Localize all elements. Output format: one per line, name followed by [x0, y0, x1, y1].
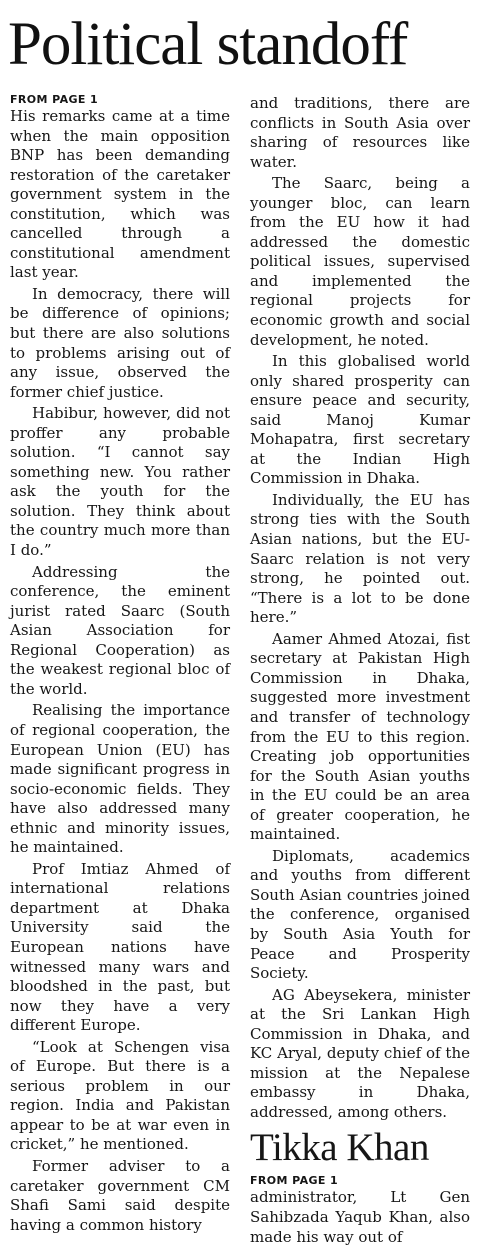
- paragraph: Prof Imtiaz Ahmed of international relations department at Dhaka University said the European nations have witnessed many wars and bloodshed in the past, but now they have a very different Europe.: [10, 859, 230, 1035]
- paragraph: The Saarc, being a younger bloc, can learn from the EU how it had addressed the domestic political issues, supervised and implemented the regional projects for economic growth and social development, he noted.: [250, 174, 470, 349]
- paragraph: Realising the importance of regional cooperation, the European Union (EU) has made significant progress in socio-economic fields. They have also addressed many ethnic and minority issues, he maintained.: [10, 701, 230, 857]
- paragraph: In democracy, there will be difference of opinions; but there are also solutions to problems arising out of any issue, observed the former chief justice.: [10, 284, 230, 401]
- paragraph: Habibur, however, did not proffer any probable solution. “I cannot say something new. You rather ask the youth for the solution. They think about the country much more than I do.”: [10, 404, 230, 560]
- paragraph: AG Abeysekera, minister at the Sri Lankan High Commission in Dhaka, and KC Aryal, deputy chief of the mission at the Nepalese embassy in Dhaka, addressed, among others.: [250, 985, 470, 1121]
- paragraph: Diplomats, academics and youths from different South Asian countries joined the conference, organised by South Asia Youth for Peace and Prosperity Society.: [250, 846, 470, 983]
- paragraph: “Look at Schengen visa of Europe. But there is a serious problem in our region. India and Pakistan appear to be at war even in cricket,” he mentioned.: [10, 1037, 230, 1154]
- right-column: [250, 94, 470, 1247]
- paragraph: In this globalised world only shared prosperity can ensure peace and security, said Manoj Kumar Mohapatra, first secretary at the Indian High Commission in Dhaka.: [250, 352, 470, 488]
- left-column: [10, 93, 230, 1235]
- paragraph: Aamer Ahmed Atozai, fist secretary at Pakistan High Commission in Dhaka, suggested more investment and transfer of technology from the EU to this region. Creating job opportunities for the South Asian youths in the EU could be an area of greater cooperation, he maintained.: [250, 629, 470, 844]
- paragraph: His remarks came at a time when the main opposition BNP has been demanding restoration of the caretaker government system in the constitution, which was cancelled through a constitutional amendment last year.: [10, 107, 230, 282]
- paragraph: Addressing the conference, the eminent jurist rated Saarc (South Asian Association for Regional Cooperation) as the weakest regional bloc of the world.: [10, 562, 230, 698]
- paragraph: and traditions, there are conflicts in South Asia over sharing of resources like water.: [250, 94, 470, 171]
- headline: Political standoff: [8, 11, 408, 78]
- second-story-text: administrator, Lt Gen Sahibzada Yaqub Khan, also made his way out of: [250, 1188, 470, 1246]
- second-story-headline: Tikka Khan: [250, 1126, 429, 1170]
- kicker: FROM PAGE 1: [10, 93, 99, 106]
- paragraph: Former adviser to a caretaker government CM Shafi Sami said despite having a common history: [10, 1156, 230, 1234]
- second-story-kicker: FROM PAGE 1: [250, 1174, 339, 1188]
- paragraph: Individually, the EU has strong ties with the South Asian nations, but the EU-Saarc relation is not very strong, he pointed out. “There is a lot to be done here.”: [250, 490, 470, 627]
